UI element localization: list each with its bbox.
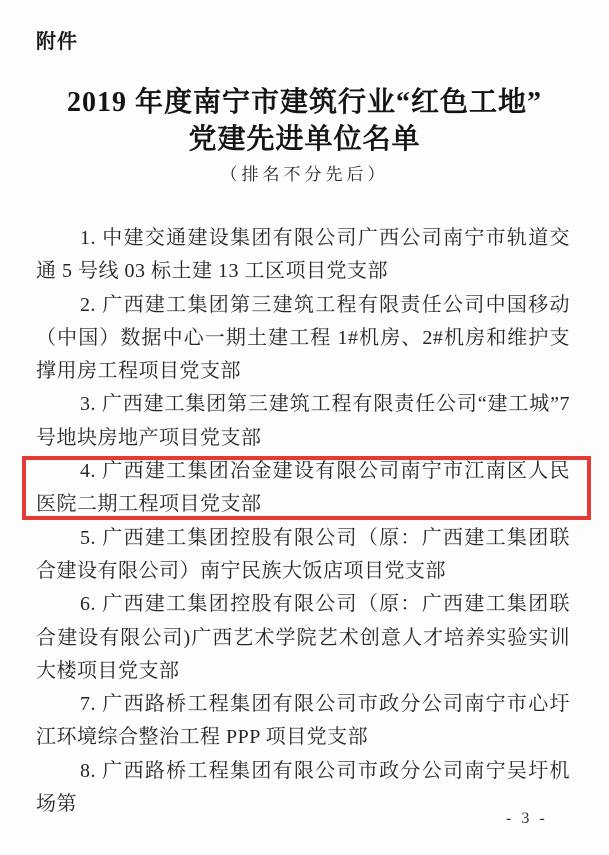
list-item: 1. 中建交通建设集团有限公司广西公司南宁市轨道交通 5 号线 03 标土建 13 工区项目党支部 (36, 227, 570, 283)
document-title-line1: 2019 年度南宁市建筑行业“红色工地” (66, 87, 542, 118)
list-item: 3. 广西建工集团第三建筑工程有限责任公司“建工城”7 号地块房地产项目党支部 (36, 393, 570, 449)
unit-list (36, 222, 570, 821)
page-number: - 3 - (506, 810, 548, 827)
list-item-highlighted: 4. 广西建工集团冶金建设有限公司南宁市江南区人民医院二期工程项目党支部 (36, 460, 570, 516)
title-block (0, 84, 609, 158)
attachment-label: 附件 (36, 29, 78, 53)
list-item: 7. 广西路桥工程集团有限公司市政分公司南宁市心圩江环境综合整治工程 PPP 项目党支部 (36, 693, 570, 749)
document-title-line2: 党建先进单位名单 (188, 124, 421, 155)
list-item: 6. 广西建工集团控股有限公司（原：广西建工集团联合建设有限公司)广西艺术学院艺术创意人才培养实验实训大楼项目党支部 (36, 593, 570, 682)
list-item: 2. 广西建工集团第三建筑工程有限责任公司中国移动（中国）数据中心一期土建工程 1#机房、2#机房和维护支撑用房工程项目党支部 (36, 293, 570, 383)
list-item: 8. 广西路桥工程集团有限公司市政分公司南宁吴圩机场第 (36, 759, 570, 816)
document-subtitle: （排名不分先后） (220, 165, 389, 184)
list-item: 5. 广西建工集团控股有限公司（原：广西建工集团联合建设有限公司）南宁民族大饭店项目党支部 (36, 526, 570, 582)
